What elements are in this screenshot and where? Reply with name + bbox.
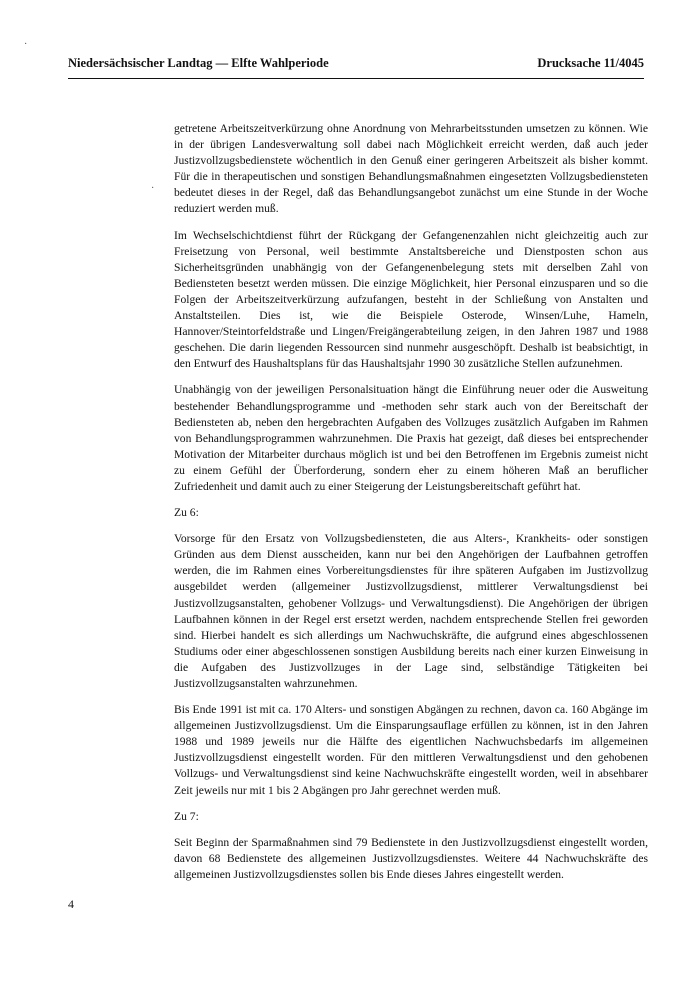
section-heading-7: Zu 7: <box>174 809 199 823</box>
margin-mark: · <box>24 39 28 50</box>
paragraph: Vorsorge für den Ersatz von Vollzugsbediensteten, die aus Alters-, Krankheits- oder sonstigen Gründen aus dem Dienst ausscheiden, kann nur bei den Angehörigen der Laufbahnen getroffen werden, die im Rahmen eines Vorbereitungsdienstes für ihre späteren Aufgaben im Justizvollzug ausgebildet werden (allgemeiner Justizvollzugsdienst, mittlerer Verwaltungsdienst bei Justizvollzugsanstalten, gehobener Vollzugs- und Verwaltungsdienst). Die Angehörigen der übrigen Laufbahnen können in der Regel erst ersetzt werden, nachdem entsprechende Stellen frei geworden sind. Hierbei handelt es sich allerdings um Nachwuchskräfte, die aufgrund eines abgeschlossenen Studiums oder einer abgeschlossenen sonstigen Ausbildung bereits nach einer kurzen Einweisung in die Aufgaben des Justizvollzuges in der Lage sind, selbständige Tätigkeiten bei Justizvollzugsanstalten wahrzunehmen. <box>174 532 648 690</box>
paragraph: Bis Ende 1991 ist mit ca. 170 Alters- und sonstigen Abgängen zu rechnen, davon ca. 160 Abgänge im allgemeinen Justizvollzugsdienst. Um die Einsparungsauflage erfüllen zu können, ist in den Jahren 1988 und 1989 jeweils nur die Hälfte des eigentlichen Nachwuchsbedarfs im allgemeinen Justizvollzugsdienst eingestellt worden. Für den mittleren Verwaltungsdienst und den gehobenen Vollzugs- und Verwaltungsdienst sind keine Nachwuchskräfte eingestellt worden, weil in absehbarer Zeit jeweils nur mit 1 bis 2 Abgängen pro Jahr gerechnet werden muß. <box>174 703 648 797</box>
header-title: Niedersächsischer Landtag — Elfte Wahlperiode <box>68 56 329 70</box>
margin-mark: · <box>151 183 155 194</box>
paragraph: Im Wechselschichtdienst führt der Rückgang der Gefangenenzahlen nicht gleichzeitig auch zur Freisetzung von Personal, weil bestimmte Anstaltsbereiche und Dienstposten schon aus Sicherheitsgründen unabhängig von der Gefangenenbelegung stets mit derselben Zahl von Bediensteten besetzt werden müssen. Die einzige Möglichkeit, hier Personal einzusparen und so die Folgen der Arbeitszeitverkürzung aufzufangen, besteht in der Schließung von Anstalten und Anstaltsteilen. Dies ist, wie die Beispiele Osterode, Winsen/Luhe, Hameln, Hannover/Steintorfeldstraße und Lingen/Freigängerabteilung zeigen, in den Jahren 1987 und 1988 geschehen. Die darin liegenden Ressourcen sind nunmehr ausgeschöpft. Deshalb ist beabsichtigt, in den Entwurf des Haushaltsplans für das Haushaltsjahr 1990 30 zusätzliche Stellen aufzunehmen. <box>174 228 648 371</box>
page-number: 4 <box>68 897 74 911</box>
paragraph: getretene Arbeitszeitverkürzung ohne Anordnung von Mehrarbeitsstunden umsetzen zu können. Wie in der übrigen Landesverwaltung soll dabei nach Möglichkeit erreicht werden, daß auch jeder Justizvollzugsbedienstete wöchentlich in den Genuß einer geringeren Arbeitszeit als bisher kommt. Für die in therapeutischen und sonstigen Behandlungsmaßnahmen eingesetzten Vollzugsbediensteten bedeutet dieses in der Regel, daß das Behandlungsangebot zunächst um eine Stunde in der Woche reduziert werden muß. <box>174 122 648 216</box>
paragraph: Unabhängig von der jeweiligen Personalsituation hängt die Einführung neuer oder die Ausweitung bestehender Behandlungsprogramme und -methoden sehr stark auch von der Bereitschaft der Bediensteten ab, neben den hergebrachten Aufgaben des Vollzuges zusätzlich Aufgaben im Rahmen von Behandlungsprogrammen wahrzunehmen. Die Praxis hat gezeigt, daß dieses bei entsprechender Motivation der Mitarbeiter durchaus möglich ist und bei den Betroffenen im Ergebnis zumeist nicht zu einem Gefühl der Überforderung, sondern eher zu einem höheren Maß an beruflicher Zufriedenheit und damit auch zu einer Steigerung der Leistungsbereitschaft geführt hat. <box>174 383 648 493</box>
header-divider <box>68 78 644 79</box>
paragraph: Seit Beginn der Sparmaßnahmen sind 79 Bedienstete in den Justizvollzugsdienst eingestellt worden, davon 68 Bedienstete des allgemeinen Justizvollzugsdienstes. Weitere 44 Nachwuchskräfte des allgemeinen Justizvollzugsdienstes sollen bis Ende dieses Jahres eingestellt werden. <box>174 835 648 881</box>
section-heading-6: Zu 6: <box>174 506 199 520</box>
page-header <box>68 56 644 76</box>
document-body <box>174 121 648 893</box>
document-number: Drucksache 11/4045 <box>537 56 644 70</box>
